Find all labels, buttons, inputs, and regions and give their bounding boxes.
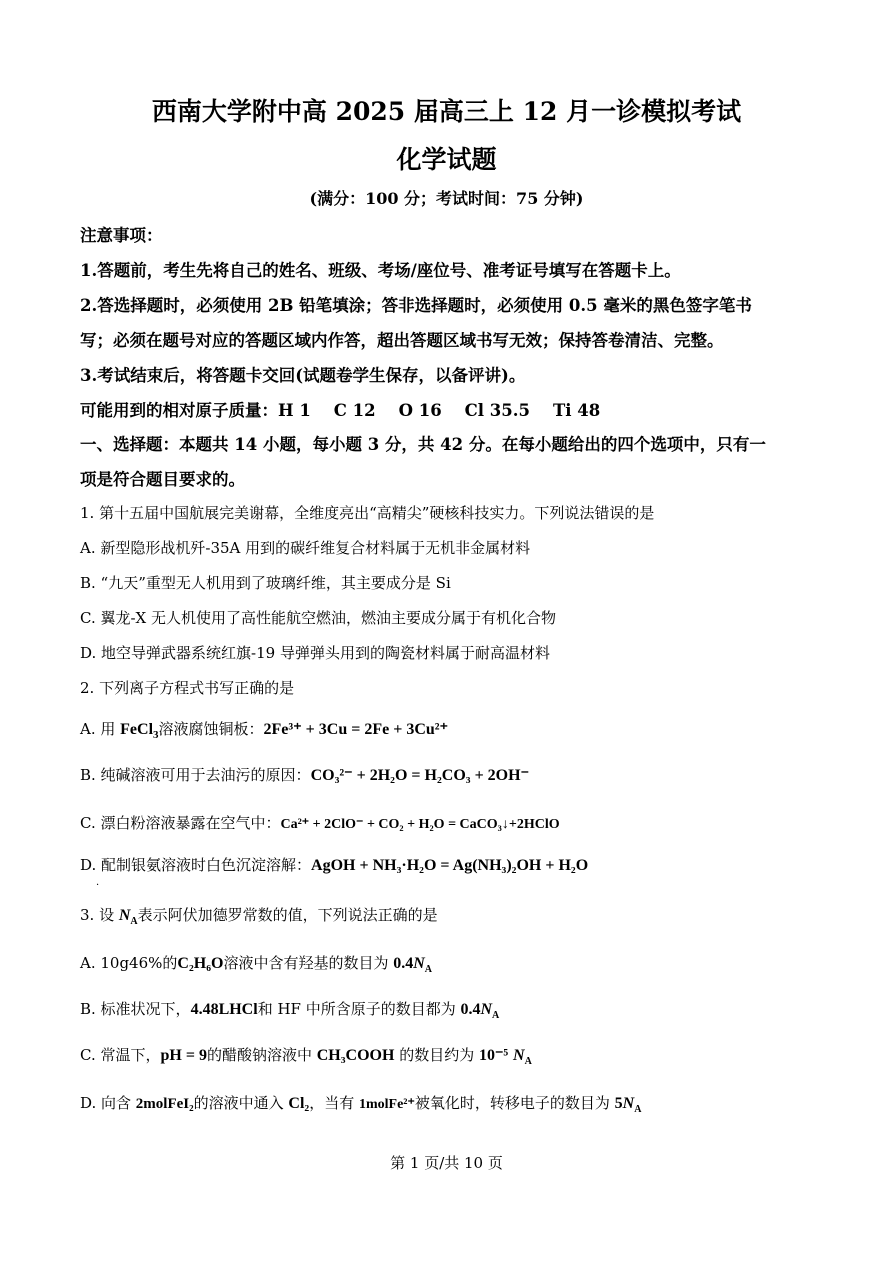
q2-option-b: B. 纯碱溶液可用于去油污的原因：CO₃²⁻ + 2H₂O = H₂CO₃ + 2OH⁻	[80, 766, 530, 784]
q2-option-c: C. 漂白粉溶液暴露在空气中：Ca²⁺ + 2ClO⁻ + CO₂ + H₂O = CaCO₃↓+2HClO	[80, 814, 560, 832]
note-item-3: 3.考试结束后，将答题卡交回(试题卷学生保存，以备评讲)。	[80, 366, 526, 385]
q3-option-d: D. 向含 2molFeI₂的溶液中通入 Cl₂，当有 1molFe²⁺被氧化时，转移电子的数目为 $5N_A$	[80, 1094, 642, 1115]
note-item-2: 2.答选择题时，必须使用 2B 铅笔填涂；答非选择题时，必须使用 0.5 毫米的黑色签字笔书	[80, 296, 752, 315]
q1-option-b: B. “九天”重型无人机用到了玻璃纤维，其主要成分是 Si	[80, 574, 451, 592]
q2-option-d: D. 配制银氨溶液时白色沉淀溶解：AgOH + NH₃·H₂O = Ag(NH₃)₂OH + H₂O	[80, 856, 589, 874]
note-item-1: 1.答题前，考生先将自己的姓名、班级、考场/座位号、准考证号填写在答题卡上。	[80, 261, 681, 280]
note-item-2-cont: 写；必须在题号对应的答题区域内作答，超出答题区域书写无效；保持答卷清洁、完整。	[80, 331, 724, 350]
exam-title: 西南大学附中高 2025 届高三上 12 月一诊模拟考试	[151, 97, 742, 126]
stray-dot: ·	[96, 880, 100, 891]
q2-option-a: A. 用 FeCl$_3$溶液腐蚀铜板：2Fe³⁺ + 3Cu = 2Fe + 3Cu²⁺	[80, 720, 449, 741]
q1-option-d: D. 地空导弹武器系统红旗-19 导弹弹头用到的陶瓷材料属于耐高温材料	[80, 644, 550, 662]
q1-stem: 1. 第十五届中国航展完美谢幕，全维度亮出“高精尖”硬核科技实力。下列说法错误的是	[80, 504, 655, 522]
q2-stem: 2. 下列离子方程式书写正确的是	[80, 679, 295, 697]
page-footer: 第 1 页/共 10 页	[390, 1154, 503, 1172]
q3-stem: 3. 设 $N_A$表示阿伏加德罗常数的值，下列说法正确的是	[80, 906, 438, 927]
q1-option-c: C. 翼龙-X 无人机使用了高性能航空燃油，燃油主要成分属于有机化合物	[80, 609, 556, 627]
q1-option-a: A. 新型隐形战机歼-35A 用到的碳纤维复合材料属于无机非金属材料	[80, 539, 531, 557]
section-heading-cont: 项是符合题目要求的。	[80, 470, 245, 489]
q3-option-a: A. 10g46%的C₂H₆O溶液中含有羟基的数目为 $0.4N_A$	[80, 954, 433, 975]
notes-heading: 注意事项：	[80, 226, 163, 245]
q3-option-b: B. 标准状况下，4.48LHCl和 HF 中所含原子的数目都为 $0.4N_A$	[80, 1000, 500, 1021]
exam-info: (满分：100 分；考试时间：75 分钟)	[309, 189, 584, 208]
atomic-masses: 可能用到的相对原子质量：H 1 C 12 O 16 Cl 35.5 Ti 48	[80, 401, 601, 420]
subject-title: 化学试题	[396, 145, 497, 174]
q3-option-c: C. 常温下，pH = 9的醋酸钠溶液中 CH₃COOH 的数目约为 10⁻⁵ $N_A$	[80, 1046, 532, 1067]
section-heading: 一、选择题：本题共 14 小题，每小题 3 分，共 42 分。在每小题给出的四个选项中，只有一	[80, 435, 766, 454]
